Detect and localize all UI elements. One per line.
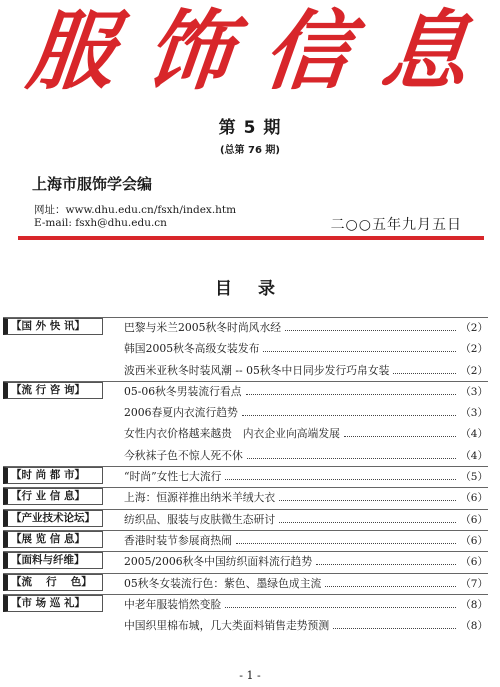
header-divider	[18, 236, 484, 240]
dot-leader	[393, 361, 456, 374]
toc-entry-title: 女性内衣价格越来越贵 内衣企业向高端发展	[124, 427, 340, 441]
toc-entry-page: （3）	[460, 407, 488, 420]
toc-row[interactable]	[0, 551, 500, 572]
toc-entry-page: （6）	[460, 492, 488, 505]
dot-leader	[225, 467, 456, 480]
dot-leader	[344, 424, 456, 437]
toc-entry[interactable]	[124, 339, 488, 358]
toc-entry-page: （3）	[460, 385, 488, 398]
toc-row[interactable]	[0, 594, 500, 615]
toc-entry-page: （7）	[460, 577, 488, 590]
toc-entry-page: （4）	[460, 449, 488, 462]
toc-entry-title: 巴黎与米兰2005秋冬时尚风水经	[124, 321, 282, 334]
email-link[interactable]: E-mail: fsxh@dhu.edu.cn	[34, 217, 167, 229]
toc-row[interactable]	[0, 509, 500, 530]
toc-entry[interactable]	[124, 552, 488, 571]
toc-entry-page: （5）	[460, 471, 488, 484]
toc-row[interactable]	[0, 360, 500, 381]
dot-leader	[285, 318, 456, 331]
toc-entry-title: “时尚”女性七大流行	[124, 470, 222, 484]
toc-entry-title: 中国织里棉布城，几大类面料销售走势预测	[124, 619, 330, 633]
toc-entry-page: （2）	[460, 322, 488, 334]
toc-category: 【面料与纤维】	[3, 552, 103, 569]
toc-entry-title: 中老年服装悄然变脸	[124, 597, 222, 611]
toc-entry[interactable]	[124, 403, 488, 422]
dot-leader	[279, 488, 456, 501]
toc-row[interactable]	[0, 338, 500, 359]
publisher: 上海市服饰学会编	[32, 175, 153, 193]
toc-entry[interactable]	[124, 467, 488, 486]
toc-entry[interactable]	[124, 531, 488, 550]
toc-entry-page: （2）	[460, 364, 488, 377]
toc-entry-title: 韩国2005秋冬高级女装发布	[124, 342, 260, 356]
toc-entry-title: 2005/2006秋冬中国纺织面料流行趋势	[124, 555, 313, 569]
toc-entry[interactable]	[124, 510, 488, 529]
dot-leader	[316, 552, 456, 565]
toc-row[interactable]	[0, 317, 500, 338]
toc-row[interactable]	[0, 530, 500, 551]
toc-category: 【产业技术论坛】	[3, 510, 103, 527]
toc-entry[interactable]	[124, 382, 488, 401]
toc-entry-page: （4）	[460, 428, 488, 441]
toc-entry-page: （6）	[460, 513, 488, 526]
toc-category: 【时 尚 都 市】	[3, 467, 103, 484]
publish-date: 二○○五年九月五日	[330, 217, 462, 233]
toc-entry[interactable]	[124, 574, 488, 593]
toc-entry-title: 波西米亚秋冬时装风潮 -- 05秋冬中日同步发行巧帛女装	[124, 363, 390, 377]
toc-category: 【流 行 色】	[3, 574, 103, 591]
toc-entry-page: （8）	[460, 620, 488, 633]
toc-entry-page: （6）	[460, 556, 488, 569]
toc-category: 【展 览 信 息】	[3, 531, 103, 548]
toc-entry-title: 香港时装节参展商热闹	[124, 533, 232, 547]
toc-entry-title: 纺织品、服装与皮肤微生态研讨	[124, 512, 276, 526]
toc-category: 【国 外 快 讯】	[3, 318, 103, 335]
toc-entry-page: （6）	[460, 534, 488, 547]
masthead-char-2: 饰	[140, 1, 238, 102]
toc-entry[interactable]	[124, 616, 488, 635]
toc-row[interactable]	[0, 487, 500, 508]
toc-row[interactable]	[0, 445, 500, 466]
toc-entry-title: 05-06秋冬男装流行看点	[124, 384, 242, 398]
table-of-contents	[0, 317, 500, 636]
dot-leader	[263, 339, 456, 352]
toc-category: 【行 业 信 息】	[3, 488, 103, 505]
toc-entry-page: （2）	[460, 343, 488, 356]
issue-number: 第 5 期	[218, 118, 282, 138]
toc-category: 【流 行 咨 询】	[3, 382, 103, 399]
dot-leader	[242, 403, 456, 416]
toc-title: 目 录	[215, 279, 285, 299]
dot-leader	[246, 382, 457, 395]
dot-leader	[225, 595, 456, 608]
toc-category: 【市 场 巡 礼】	[3, 595, 103, 612]
toc-row[interactable]	[0, 423, 500, 444]
toc-entry-title: 今秋袜子色不惊人死不休	[124, 448, 243, 462]
toc-entry[interactable]	[124, 446, 488, 465]
dot-leader	[325, 574, 456, 587]
toc-entry-title: 05秋冬女装流行色：紫色、墨绿色成主流	[124, 576, 322, 590]
toc-row[interactable]	[0, 615, 500, 636]
toc-entry[interactable]	[124, 424, 488, 443]
toc-entry[interactable]	[124, 361, 488, 380]
toc-entry[interactable]	[124, 488, 488, 507]
page-number: - 1 -	[239, 669, 261, 682]
dot-leader	[333, 616, 456, 629]
masthead-char-1: 服	[22, 1, 120, 102]
toc-entry-page: （8）	[460, 598, 488, 611]
masthead-char-3: 信	[258, 1, 356, 102]
website-link[interactable]: 网址：www.dhu.edu.cn/fsxh/index.htm	[34, 204, 237, 216]
masthead-char-4: 息	[376, 1, 474, 102]
dot-leader	[247, 446, 457, 459]
toc-entry-title: 2006春夏内衣流行趋势	[124, 406, 238, 420]
toc-row[interactable]	[0, 466, 500, 487]
masthead-title	[22, 1, 474, 102]
toc-row[interactable]	[0, 573, 500, 594]
total-issue: (总第 76 期)	[219, 145, 281, 156]
toc-row[interactable]	[0, 402, 500, 423]
toc-entry[interactable]	[124, 595, 488, 614]
dot-leader	[236, 531, 456, 544]
toc-row[interactable]	[0, 381, 500, 402]
dot-leader	[279, 510, 456, 523]
toc-entry[interactable]	[124, 318, 488, 337]
toc-entry-title: 上海：恒源祥推出纳米羊绒大衣	[124, 491, 276, 505]
